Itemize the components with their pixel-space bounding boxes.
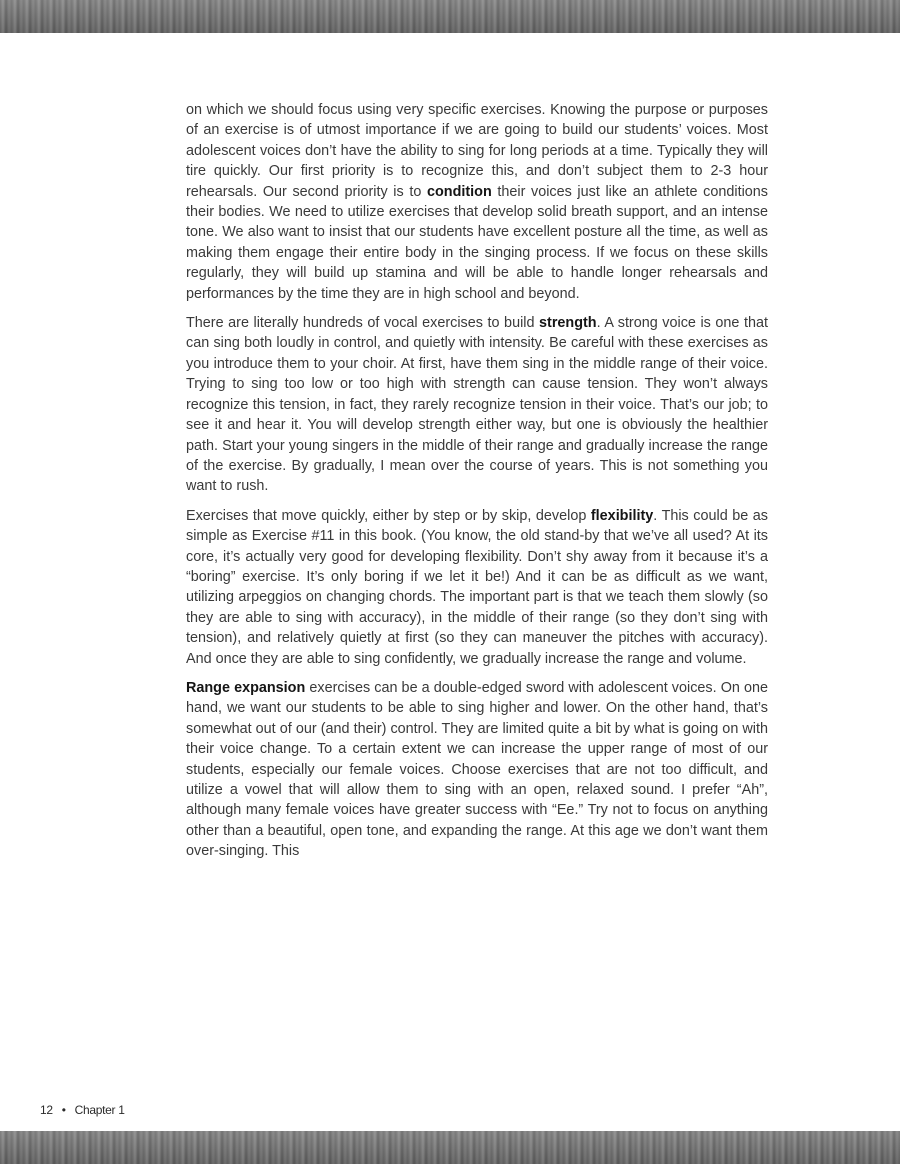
keyword-range-expansion: Range expansion: [186, 679, 306, 696]
page-number: 12: [40, 1103, 53, 1117]
chapter-label: Chapter 1: [74, 1103, 125, 1117]
top-scan-border: [0, 0, 900, 33]
keyword-flexibility: flexibility: [590, 507, 654, 524]
paragraph-text: There are literally hundreds of vocal exercises to build: [186, 315, 540, 332]
paragraph-text: Exercises that move quickly, either by step or by skip, develop: [186, 507, 591, 524]
keyword-strength: strength: [539, 315, 597, 332]
paragraph-text: . This could be as simple as Exercise #11 in this book. (You know, the old stand-by that we’ve all used? At its core, it’s actually very good for developing flexibility. Don’t shy away from it because it’s a “boring” exercise. It’s only boring if we let it be!) And it can be as difficult as we want, utilizing arpeggios on changing chords. The important part is that we teach them slowly (so they are able to sing with accuracy), in the middle of their range (so they don’t sing with tension), and relatively quietly at first (so they can maneuver the pitches with accuracy). And once they are able to sing confidently, we gradually increase the range and volume.: [186, 507, 768, 667]
paragraph-range-expansion: [186, 678, 768, 862]
paragraph-text: on which we should focus using very specific exercises. Knowing the purpose or purposes of an exercise is of utmost importance if we are going to build our students’ voices. Most adolescent voices don’t have the ability to sing for long periods at a time. Typically they will tire quickly. Our first priority is to recognize this, and don’t subject them to 2-3 hour rehearsals. Our second priority is to: [186, 102, 768, 200]
body-text: [186, 100, 768, 871]
paragraph-condition: [186, 100, 768, 304]
footer-separator: •: [61, 1103, 66, 1117]
page-footer: [40, 1103, 125, 1117]
paragraph-strength: [186, 313, 768, 497]
paragraph-text: . A strong voice is one that can sing both loudly in control, and quietly with intensity. Be careful with these exercises as you introduce them to your choir. At first, have them sing in the middle range of their voice. Trying to sing too low or too high with strength can cause tension. They won’t always recognize this tension, in fact, they rarely recognize tension in their voice. That’s our job; to see it and hear it. You will develop strength either way, but one is obviously the healthier path. Start your young singers in the middle of their range and gradually increase the range of the exercise. By gradually, I mean over the course of years. This is not something you want to rush.: [186, 315, 768, 495]
keyword-condition: condition: [426, 183, 492, 200]
bottom-scan-border: [0, 1131, 900, 1164]
paragraph-text: their voices just like an athlete conditions their bodies. We need to utilize exercises that develop solid breath support, and an intense tone. We also want to insist that our students have excellent posture all the time, as well as making them engage their entire body in the singing process. If we focus on these skills regularly, they will build up stamina and will be able to handle longer rehearsals and performances by the time they are in high school and beyond.: [186, 183, 768, 302]
paragraph-flexibility: [186, 506, 768, 669]
paragraph-text: exercises can be a double-edged sword with adolescent voices. On one hand, we want our students to be able to sing higher and lower. On the other hand, that’s somewhat out of our (and their) control. They are limited quite a bit by what is going on with their voice change. To a certain extent we can increase the upper range of most of our students, especially our female voices. Choose exercises that are not too difficult, and utilize a vowel that will allow them to sing with an open, relaxed sound. I prefer “Ah”, although many female voices have greater success with “Ee.” Try not to focus on anything other than a beautiful, open tone, and expanding the range. At this age we don’t want them over-singing. This: [186, 679, 769, 860]
